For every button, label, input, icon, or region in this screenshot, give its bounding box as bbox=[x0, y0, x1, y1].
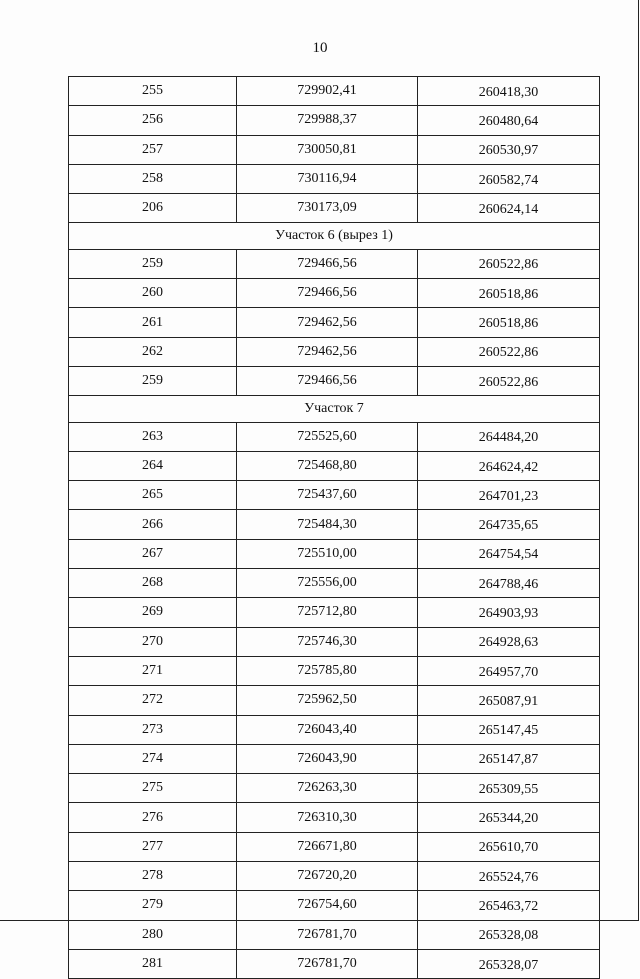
section-title: Участок 7 bbox=[69, 396, 600, 422]
x-coordinate-cell: 729466,56 bbox=[237, 279, 418, 308]
y-coordinate-cell: 265309,55 bbox=[418, 774, 600, 803]
table-row bbox=[69, 106, 600, 135]
x-coordinate-cell: 725962,50 bbox=[237, 686, 418, 715]
table-row bbox=[69, 891, 600, 920]
table-row bbox=[69, 451, 600, 480]
x-coordinate-cell: 726781,70 bbox=[237, 949, 418, 978]
table-row bbox=[69, 249, 600, 278]
point-number-cell: 255 bbox=[69, 77, 237, 106]
x-coordinate-cell: 725556,00 bbox=[237, 569, 418, 598]
x-coordinate-cell: 729902,41 bbox=[237, 77, 418, 106]
x-coordinate-cell: 725437,60 bbox=[237, 481, 418, 510]
y-coordinate-cell: 265328,07 bbox=[418, 949, 600, 978]
y-coordinate-cell: 264701,23 bbox=[418, 481, 600, 510]
x-coordinate-cell: 729466,56 bbox=[237, 249, 418, 278]
y-coordinate-cell: 265328,08 bbox=[418, 920, 600, 949]
point-number-cell: 257 bbox=[69, 135, 237, 164]
point-number-cell: 264 bbox=[69, 451, 237, 480]
table-row bbox=[69, 422, 600, 451]
x-coordinate-cell: 725746,30 bbox=[237, 627, 418, 656]
x-coordinate-cell: 725712,80 bbox=[237, 598, 418, 627]
point-number-cell: 281 bbox=[69, 949, 237, 978]
table-row bbox=[69, 949, 600, 978]
table-row bbox=[69, 715, 600, 744]
table-row bbox=[69, 598, 600, 627]
y-coordinate-cell: 264624,42 bbox=[418, 451, 600, 480]
table-row bbox=[69, 569, 600, 598]
point-number-cell: 260 bbox=[69, 279, 237, 308]
x-coordinate-cell: 725510,00 bbox=[237, 539, 418, 568]
y-coordinate-cell: 265344,20 bbox=[418, 803, 600, 832]
x-coordinate-cell: 730116,94 bbox=[237, 164, 418, 193]
point-number-cell: 265 bbox=[69, 481, 237, 510]
y-coordinate-cell: 264903,93 bbox=[418, 598, 600, 627]
table-row bbox=[69, 832, 600, 861]
point-number-cell: 266 bbox=[69, 510, 237, 539]
y-coordinate-cell: 265463,72 bbox=[418, 891, 600, 920]
point-number-cell: 280 bbox=[69, 920, 237, 949]
section-title: Участок 6 (вырез 1) bbox=[69, 223, 600, 249]
point-number-cell: 276 bbox=[69, 803, 237, 832]
y-coordinate-cell: 260480,64 bbox=[418, 106, 600, 135]
table-row bbox=[69, 77, 600, 106]
point-number-cell: 271 bbox=[69, 656, 237, 685]
x-coordinate-cell: 726781,70 bbox=[237, 920, 418, 949]
x-coordinate-cell: 725785,80 bbox=[237, 656, 418, 685]
table-row bbox=[69, 686, 600, 715]
point-number-cell: 206 bbox=[69, 194, 237, 223]
table-row bbox=[69, 803, 600, 832]
point-number-cell: 270 bbox=[69, 627, 237, 656]
table-row bbox=[69, 627, 600, 656]
table-row bbox=[69, 135, 600, 164]
x-coordinate-cell: 726720,20 bbox=[237, 862, 418, 891]
table-row bbox=[69, 862, 600, 891]
x-coordinate-cell: 729466,56 bbox=[237, 366, 418, 395]
y-coordinate-cell: 260522,86 bbox=[418, 366, 600, 395]
x-coordinate-cell: 729462,56 bbox=[237, 308, 418, 337]
y-coordinate-cell: 265524,76 bbox=[418, 862, 600, 891]
table-row bbox=[69, 744, 600, 773]
y-coordinate-cell: 260518,86 bbox=[418, 279, 600, 308]
x-coordinate-cell: 730173,09 bbox=[237, 194, 418, 223]
x-coordinate-cell: 730050,81 bbox=[237, 135, 418, 164]
coordinates-table bbox=[68, 76, 600, 979]
point-number-cell: 262 bbox=[69, 337, 237, 366]
y-coordinate-cell: 264788,46 bbox=[418, 569, 600, 598]
y-coordinate-cell: 260530,97 bbox=[418, 135, 600, 164]
x-coordinate-cell: 726310,30 bbox=[237, 803, 418, 832]
y-coordinate-cell: 265147,45 bbox=[418, 715, 600, 744]
y-coordinate-cell: 260418,30 bbox=[418, 77, 600, 106]
point-number-cell: 259 bbox=[69, 366, 237, 395]
point-number-cell: 268 bbox=[69, 569, 237, 598]
y-coordinate-cell: 260582,74 bbox=[418, 164, 600, 193]
point-number-cell: 277 bbox=[69, 832, 237, 861]
table-row bbox=[69, 510, 600, 539]
coordinates-table-body bbox=[69, 77, 600, 979]
point-number-cell: 272 bbox=[69, 686, 237, 715]
point-number-cell: 269 bbox=[69, 598, 237, 627]
table-row bbox=[69, 481, 600, 510]
y-coordinate-cell: 264735,65 bbox=[418, 510, 600, 539]
x-coordinate-cell: 726043,90 bbox=[237, 744, 418, 773]
table-row bbox=[69, 279, 600, 308]
point-number-cell: 267 bbox=[69, 539, 237, 568]
x-coordinate-cell: 725525,60 bbox=[237, 422, 418, 451]
table-row bbox=[69, 774, 600, 803]
table-row bbox=[69, 194, 600, 223]
y-coordinate-cell: 264484,20 bbox=[418, 422, 600, 451]
point-number-cell: 279 bbox=[69, 891, 237, 920]
y-coordinate-cell: 264754,54 bbox=[418, 539, 600, 568]
page-number: 10 bbox=[312, 40, 328, 56]
section-header-row bbox=[69, 223, 600, 249]
point-number-cell: 256 bbox=[69, 106, 237, 135]
point-number-cell: 278 bbox=[69, 862, 237, 891]
table-row bbox=[69, 164, 600, 193]
point-number-cell: 263 bbox=[69, 422, 237, 451]
x-coordinate-cell: 725468,80 bbox=[237, 451, 418, 480]
section-header-row bbox=[69, 396, 600, 422]
y-coordinate-cell: 265087,91 bbox=[418, 686, 600, 715]
table-row bbox=[69, 920, 600, 949]
x-coordinate-cell: 726043,40 bbox=[237, 715, 418, 744]
table-row bbox=[69, 337, 600, 366]
x-coordinate-cell: 726671,80 bbox=[237, 832, 418, 861]
point-number-cell: 261 bbox=[69, 308, 237, 337]
point-number-cell: 274 bbox=[69, 744, 237, 773]
y-coordinate-cell: 265610,70 bbox=[418, 832, 600, 861]
point-number-cell: 258 bbox=[69, 164, 237, 193]
table-row bbox=[69, 308, 600, 337]
y-coordinate-cell: 260518,86 bbox=[418, 308, 600, 337]
y-coordinate-cell: 260522,86 bbox=[418, 249, 600, 278]
y-coordinate-cell: 260522,86 bbox=[418, 337, 600, 366]
x-coordinate-cell: 725484,30 bbox=[237, 510, 418, 539]
y-coordinate-cell: 260624,14 bbox=[418, 194, 600, 223]
point-number-cell: 275 bbox=[69, 774, 237, 803]
x-coordinate-cell: 729988,37 bbox=[237, 106, 418, 135]
y-coordinate-cell: 264957,70 bbox=[418, 656, 600, 685]
x-coordinate-cell: 726263,30 bbox=[237, 774, 418, 803]
y-coordinate-cell: 265147,87 bbox=[418, 744, 600, 773]
table-row bbox=[69, 656, 600, 685]
table-row bbox=[69, 539, 600, 568]
x-coordinate-cell: 726754,60 bbox=[237, 891, 418, 920]
point-number-cell: 273 bbox=[69, 715, 237, 744]
table-row bbox=[69, 366, 600, 395]
y-coordinate-cell: 264928,63 bbox=[418, 627, 600, 656]
x-coordinate-cell: 729462,56 bbox=[237, 337, 418, 366]
point-number-cell: 259 bbox=[69, 249, 237, 278]
